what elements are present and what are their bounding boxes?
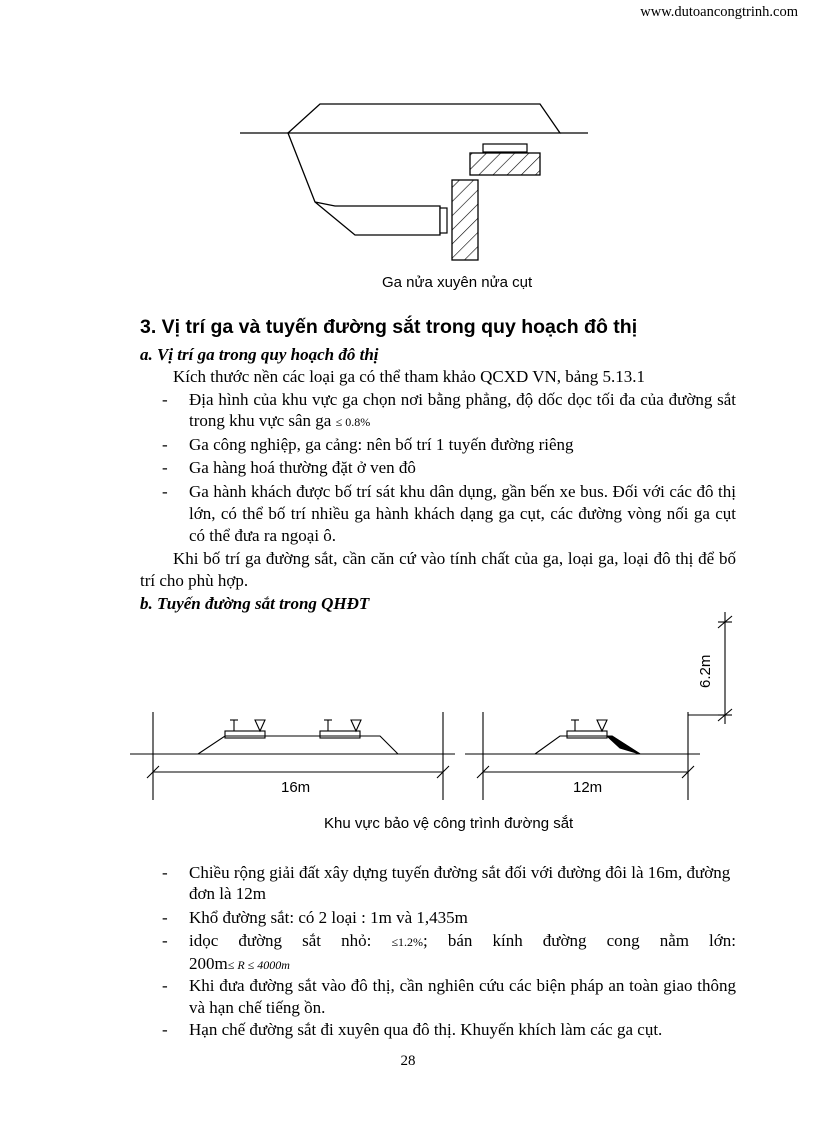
page-number: 28 <box>400 1053 416 1069</box>
station-diagram <box>230 98 590 273</box>
bullet-text: Địa hình của khu vực ga chọn nơi bằng phẳng, độ dốc dọc tối đa của đường sắt trong khu vực sân ga <box>189 390 736 430</box>
bullet-text: Khi đưa đường sắt vào đô thị, cần nghiên cứu các biện pháp an toàn giao thông và hạn chế tiếng ồn. <box>189 976 736 1017</box>
subsection-a-title: a. Vị trí ga trong quy hoạch đô thị <box>140 345 379 364</box>
bullet-item: - Địa hình của khu vực ga chọn nơi bằng phẳng, độ dốc dọc tối đa của đường sắt trong khu vực sân ga ≤ 0.8% <box>162 390 736 430</box>
subsection-a-intro: Kích thước nền các loại ga có thể tham khảo QCXD VN, bảng 5.13.1 <box>173 367 646 386</box>
platform-vertical <box>440 208 447 233</box>
rail-sleeper <box>320 731 360 738</box>
bullet-text: idọc đường sắt nhỏ: <box>189 931 372 950</box>
embankment-double <box>198 736 398 754</box>
radius-min: 200m <box>189 954 228 973</box>
rail-sleeper <box>567 731 607 738</box>
bullet-text: Ga công nghiệp, ga cảng: nên bố trí 1 tuyến đường riêng <box>189 435 574 454</box>
figure1-caption: Ga nửa xuyên nửa cụt <box>382 274 533 291</box>
subsection-b-title: b. Tuyến đường sắt trong QHĐT <box>140 594 370 613</box>
grade-value: ≤1.2% <box>391 935 424 949</box>
platform-small <box>483 144 527 152</box>
bullet-item: - Ga hành khách được bố trí sát khu dân dụng, gần bến xe bus. Đối với các đô thị lớn, có thể bố trí nhiều ga hành khách dạng ga cụt, các đường vòng nối ga cụt có thể đưa ra ngoại ô. <box>162 482 736 545</box>
bullet-item: - Chiều rộng giải đất xây dựng tuyến đường sắt đối với đường đôi là 16m, đường đơn là 12m <box>162 862 736 906</box>
bullet-text: Khổ đường sắt: có 2 loại : 1m và 1,435m <box>189 908 468 927</box>
figure2-caption: Khu vực bảo vệ công trình đường sắt <box>324 815 574 832</box>
bullet-item: - idọc đường sắt nhỏ: ≤1.2%; bán kính đường cong nằm lớn: 200m≤ R ≤ 4000m <box>162 931 736 973</box>
building-horizontal <box>470 153 540 175</box>
bullet-text: ; bán kính đường cong nằm lớn: <box>423 931 736 950</box>
bullet-text: Hạn chế đường sắt đi xuyên qua đô thị. Khuyến khích làm các ga cụt. <box>189 1020 663 1039</box>
building-vertical <box>452 180 478 260</box>
bullet-text: Ga hàng hoá thường đặt ở ven đô <box>189 458 416 477</box>
height-label: 6.2m <box>697 654 714 688</box>
rail-sleeper <box>225 731 265 738</box>
radius-range: ≤ R ≤ 4000m <box>227 958 290 972</box>
bullet-item: - Khi đưa đường sắt vào đô thị, cần nghiên cứu các biện pháp an toàn giao thông và hạn chế tiếng ồn. <box>162 976 736 1017</box>
bullet-text: Chiều rộng giải đất xây dựng tuyến đường sắt đối với đường đôi là 16m, đường đơn là 12m <box>189 863 731 903</box>
website-header: www.dutoancongtrinh.com <box>640 4 798 20</box>
left-width-label: 16m <box>281 779 311 796</box>
slope-value: ≤ 0.8% <box>335 415 371 429</box>
right-width-label: 12m <box>573 779 603 796</box>
section-3-title: 3. Vị trí ga và tuyến đường sắt trong quy hoạch đô thị <box>140 316 638 338</box>
subsection-a-closing: Khi bố trí ga đường sắt, cần căn cứ vào tính chất của ga, loại ga, loại đô thị để bố trí cho phù hợp. <box>140 549 736 590</box>
bullet-text: Ga hành khách được bố trí sát khu dân dụng, gần bến xe bus. Đối với các đô thị lớn, có thể bố trí nhiều ga hành khách dạng ga cụt, các đường vòng nối ga cụt có thể đưa ra ngoại ô. <box>189 482 736 545</box>
railway-section-diagram <box>130 612 750 812</box>
